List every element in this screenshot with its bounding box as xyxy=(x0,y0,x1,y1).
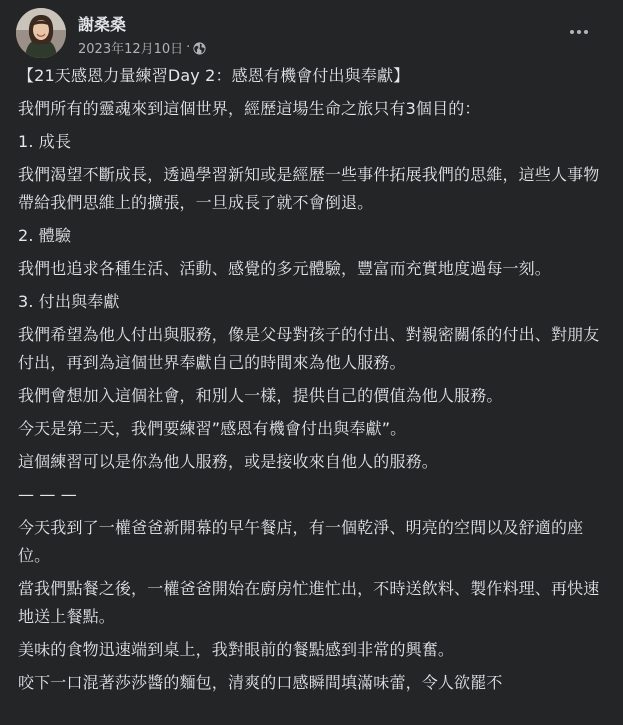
section-heading: 1. 成長 xyxy=(18,132,72,151)
post-meta xyxy=(78,38,206,57)
post-paragraph: 這個練習可以是你為他人服務，或是接收來自他人的服務。 xyxy=(18,452,438,471)
post-paragraph: 我們渴望不斷成長，透過學習新知或是經歷一些事件拓展我們的思維，這些人事物帶給我們思維上的擴張，一旦成長了就不會倒退。 xyxy=(18,165,600,212)
post-header xyxy=(16,8,607,60)
post-body xyxy=(18,62,608,702)
meta-separator: · xyxy=(186,40,191,55)
post-paragraph: 美味的食物迅速端到桌上，我對眼前的餐點感到非常的興奮。 xyxy=(18,640,455,659)
post-paragraph: 今天是第二天，我們要練習”感恩有機會付出與奉獻”。 xyxy=(18,419,407,438)
globe-icon[interactable] xyxy=(193,42,206,55)
section-heading: 2. 體驗 xyxy=(18,226,72,245)
post-options-button[interactable] xyxy=(565,18,593,46)
post-paragraph: 當我們點餐之後，一權爸爸開始在廚房忙進忙出，不時送飲料、製作料理、再快速地送上餐點。 xyxy=(18,579,600,626)
post-paragraph: 咬下一口混著莎莎醬的麵包，清爽的口感瞬間填滿味蕾，令人欲罷不 xyxy=(18,673,503,692)
avatar-photo-icon xyxy=(16,8,66,58)
post-date[interactable]: 2023年12月10日 xyxy=(78,42,184,57)
post-paragraph: 我們會想加入這個社會，和別人一樣，提供自己的價值為他人服務。 xyxy=(18,386,503,405)
more-horizontal-icon xyxy=(577,30,581,34)
section-heading: 3. 付出與奉獻 xyxy=(18,292,120,311)
post-paragraph: 我們也追求各種生活、活動、感覺的多元體驗，豐富而充實地度過每一刻。 xyxy=(18,259,551,278)
post-paragraph: 我們所有的靈魂來到這個世界，經歷這場生命之旅只有3個目的： xyxy=(18,99,481,118)
section-divider: — — — xyxy=(18,485,77,504)
post-paragraph: 今天我到了一權爸爸新開幕的早午餐店，有一個乾淨、明亮的空間以及舒適的座位。 xyxy=(18,518,584,565)
post-paragraph: 我們希望為他人付出與服務，像是父母對孩子的付出、對親密關係的付出、對朋友付出，再到為這個世界奉獻自己的時間來為他人服務。 xyxy=(18,325,600,372)
more-horizontal-icon xyxy=(584,30,588,34)
author-avatar[interactable] xyxy=(16,8,66,58)
post-title: 【21天感恩力量練習Day 2：感恩有機會付出與奉獻】 xyxy=(18,66,410,85)
author-name[interactable]: 謝桑桑 xyxy=(78,15,127,34)
more-horizontal-icon xyxy=(570,30,574,34)
